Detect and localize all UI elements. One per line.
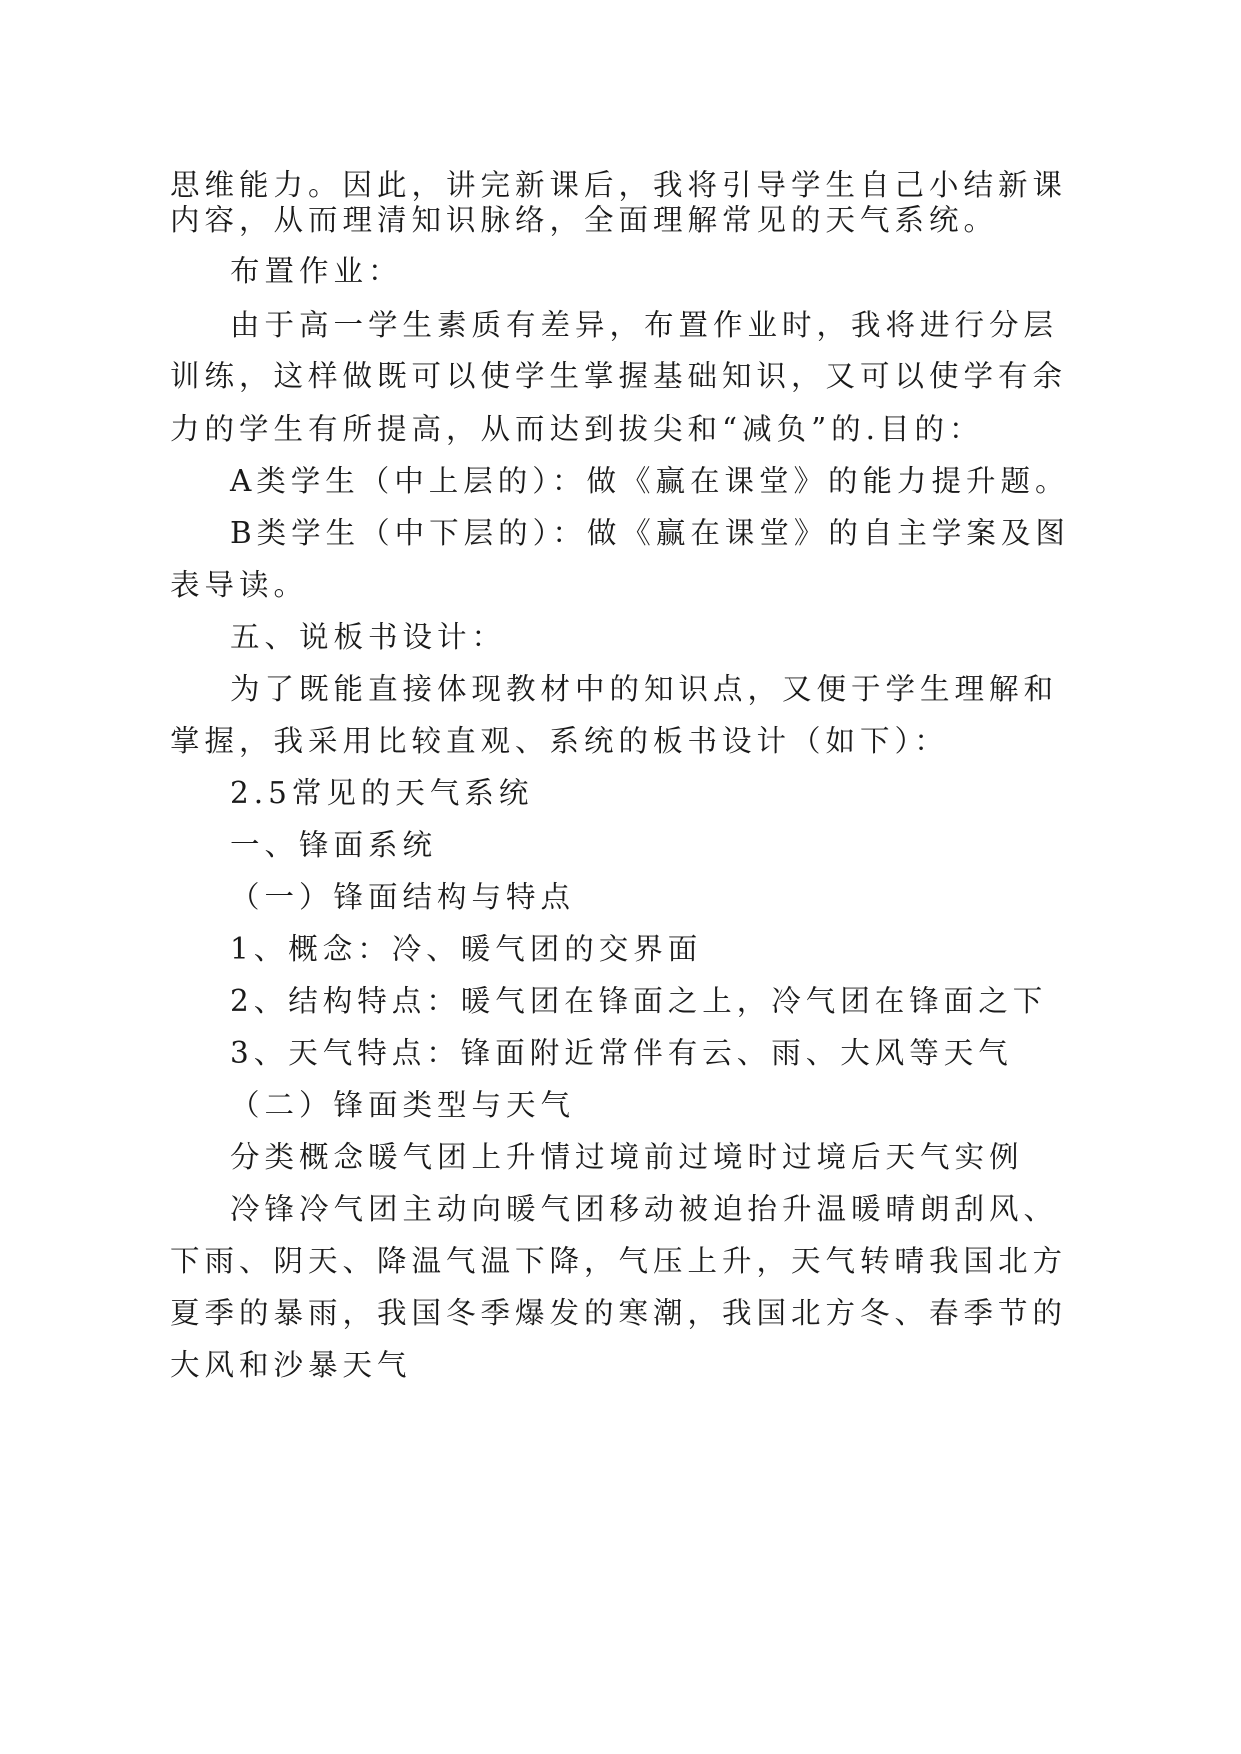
table-row-line-2: 下雨、阴天、降温气温下降，气压上升，天气转晴我国北方 [170,1244,1068,1278]
table-row-line-4: 大风和沙暴天气 [170,1348,412,1382]
board-subheading-2: （二）锋面类型与天气 [230,1088,576,1122]
board-item-3: 3、天气特点：锋面附近常伴有云、雨、大风等天气 [230,1036,1013,1070]
board-title: 2.5常见的天气系统 [230,776,534,810]
board-subheading-1: （一）锋面结构与特点 [230,880,576,914]
paragraph-line-8: B类学生（中下层的）：做《赢在课堂》的自主学案及图 [230,516,1070,550]
paragraph-line-11: 为了既能直接体现教材中的知识点，又便于学生理解和 [230,672,1059,706]
table-header-row: 分类概念暖气团上升情过境前过境时过境后天气实例 [230,1140,1024,1174]
board-item-2: 2、结构特点：暖气团在锋面之上，冷气团在锋面之下 [230,984,1048,1018]
paragraph-line-9: 表导读。 [170,568,309,602]
paragraph-line-1: 思维能力。因此，讲完新课后，我将引导学生自己小结新课 [170,168,1068,202]
section-heading-homework: 布置作业： [230,254,403,288]
table-row-line-1: 冷锋冷气团主动向暖气团移动被迫抬升温暖晴朗刮风、 [230,1192,1059,1226]
section-heading-board-design: 五、说板书设计： [230,620,507,654]
board-item-1: 1、概念：冷、暖气团的交界面 [230,932,703,966]
table-row-line-3: 夏季的暴雨，我国冬季爆发的寒潮，我国北方冬、春季节的 [170,1296,1068,1330]
paragraph-line-7: A类学生（中上层的）：做《赢在课堂》的能力提升题。 [230,464,1070,498]
paragraph-line-4: 由于高一学生素质有差异，布置作业时，我将进行分层 [230,308,1059,342]
paragraph-line-6: 力的学生有所提高，从而达到拔尖和“减负”的.目的： [170,412,984,446]
board-heading-1: 一、锋面系统 [230,828,438,862]
paragraph-line-5: 训练，这样做既可以使学生掌握基础知识，又可以使学有余 [170,359,1068,393]
paragraph-line-12: 掌握，我采用比较直观、系统的板书设计（如下）： [170,724,949,758]
paragraph-line-2: 内容，从而理清知识脉络，全面理解常见的天气系统。 [170,203,999,237]
